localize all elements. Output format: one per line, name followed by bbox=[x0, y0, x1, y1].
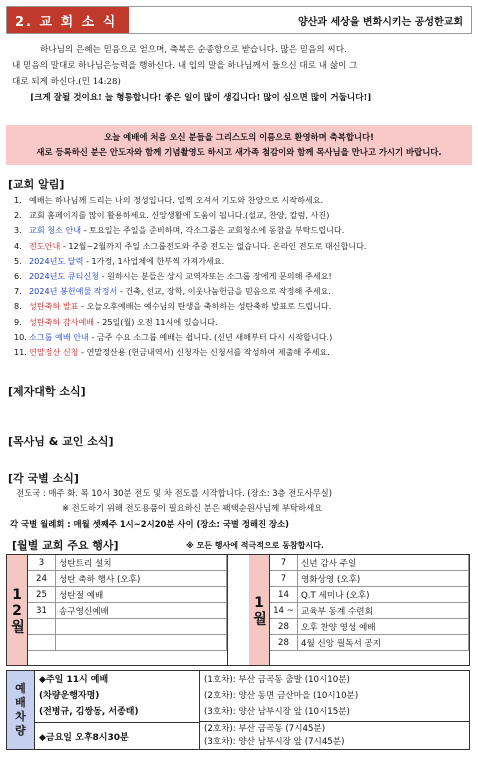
bus-number: (1호차) bbox=[204, 675, 233, 685]
groups-line: 각 국별 월례회 : 매월 셋째주 1시~2시20분 사이 (장소: 국별 정해진 장소) bbox=[10, 519, 290, 529]
verse-line: 대로 되게 하신다.(민 14:28) bbox=[12, 77, 121, 87]
schedule-event bbox=[56, 619, 227, 635]
notice-detail: - 원하시는 분들은 상시 교역자또는 소그룹 장에게 문의해 주세요! bbox=[99, 271, 332, 282]
section-badge: 2. 교 회 소 식 bbox=[7, 7, 129, 33]
bus-label-char: 예 bbox=[15, 682, 26, 695]
welcome-line: 새로 등록하신 분은 안도자와 함께 기념촬영도 하시고 새가족 첨감이와 함께 목사님을 만나고 가시기 바랍니다. bbox=[36, 147, 442, 157]
schedule-date: 14 bbox=[270, 587, 298, 603]
notice-item bbox=[14, 223, 470, 238]
notice-text bbox=[29, 315, 218, 330]
notice-highlight: 전도안내 bbox=[29, 240, 61, 251]
section-header bbox=[6, 6, 472, 34]
notice-item bbox=[14, 315, 470, 330]
notice-detail: - 25일(월) 오전 11시에 있습니다. bbox=[94, 316, 218, 327]
notice-number: 2. bbox=[14, 210, 22, 221]
schedule-date: 24 bbox=[28, 571, 56, 587]
notice-highlight: 소그룹 예배 안내 bbox=[29, 331, 89, 342]
schedule-grid-january bbox=[269, 555, 469, 665]
schedule-date: 14 ~ bbox=[270, 603, 298, 619]
schedule-date: 25 bbox=[28, 587, 56, 603]
schedule-event bbox=[56, 635, 227, 651]
notices-title: [교회 알림] bbox=[8, 178, 65, 191]
notice-item bbox=[14, 193, 470, 208]
bus-label-char: 량 bbox=[15, 724, 26, 737]
sunday-routes bbox=[200, 671, 469, 722]
notice-highlight: 2024년도 달력 bbox=[29, 255, 84, 266]
schedule-date: 7 bbox=[270, 571, 298, 587]
bus-route: : 부산 금곡동 (7시45분) bbox=[232, 724, 326, 734]
notice-detail: 예배는 하나님께 드리는 나의 정성입니다. 일찍 오셔서 기도와 찬양으로 시작하세요. bbox=[29, 195, 324, 205]
schedule-date bbox=[28, 619, 56, 635]
notice-text bbox=[29, 254, 224, 269]
schedule-event: 4월 신앙 필독서 공지 bbox=[298, 635, 469, 651]
notice-number: 11. bbox=[14, 347, 27, 358]
bus-services bbox=[35, 671, 200, 749]
schedule-event: 성탄 축하 행사 (오후) bbox=[56, 571, 227, 587]
notice-item bbox=[14, 239, 470, 254]
schedule-title: [월별 교회 주요 행사] bbox=[12, 539, 119, 552]
bus-routes bbox=[200, 671, 469, 749]
notice-number: 3. bbox=[14, 225, 22, 236]
notice-text bbox=[29, 239, 367, 254]
verse-block bbox=[12, 42, 466, 106]
notice-text bbox=[29, 345, 330, 360]
bus-route-row bbox=[204, 704, 465, 720]
bus-route: : 양산 남부시장 앞 (7시45분) bbox=[232, 737, 345, 747]
notice-item bbox=[14, 330, 470, 345]
verse-declaration: [크게 잘될 것이요! 늘 형통합니다! 좋은 일이 많이 생깁니다! 많이 심으면 많이 거둡니다!] bbox=[30, 93, 372, 103]
notice-text bbox=[29, 208, 329, 223]
verse-line: 내 믿음의 말대로 하나님은능력을 행하신다. 내 입의 말을 하나님께서 들으신 대로 내 삶이 그 bbox=[12, 61, 358, 71]
notice-text bbox=[29, 193, 323, 208]
notice-number: 6. bbox=[14, 271, 22, 282]
notice-text bbox=[29, 299, 331, 314]
notice-highlight: 2024년 봉헌예물 작정서 bbox=[29, 286, 118, 297]
bus-table bbox=[6, 670, 470, 750]
bus-number: (3호차) bbox=[204, 707, 233, 717]
notice-number: 4. bbox=[14, 240, 22, 251]
schedule-grid-december bbox=[27, 555, 227, 665]
welcome-banner bbox=[6, 125, 472, 165]
schedule-table bbox=[6, 554, 470, 666]
bus-route: : 양산 동면 금산마을 (10시10분) bbox=[232, 691, 359, 701]
bus-route-row bbox=[204, 688, 465, 704]
schedule-event: Q.T 세미나 (오후) bbox=[298, 587, 469, 603]
schedule-event: 영화상영 (오후) bbox=[298, 571, 469, 587]
schedule-event: 성탄절 예배 bbox=[56, 587, 227, 603]
sunday-drivers: (전병규, 김쌍동, 서종태) bbox=[39, 707, 139, 717]
bus-route: : 부산 금곡동 출발 (10시10분) bbox=[232, 675, 350, 685]
groups-line: 전도국 : 매주 화. 목 10시 30분 전도 및 차 전도를 시작합니다. (장소: 3층 전도사무실) bbox=[16, 488, 333, 498]
notice-detail: 교회 홈페이지를 많이 활용하세요. 신앙생활에 도움이 됩니다.(설교, 찬양, 칼럼, 사진) bbox=[29, 210, 330, 221]
schedule-event: 교육부 동계 수련회 bbox=[298, 603, 469, 619]
notice-number: 5. bbox=[14, 255, 22, 266]
bus-label-char: 배 bbox=[15, 696, 26, 709]
notice-detail: - 금주 수요 소그룹 예배는 쉽니다. (신년 새해부터 다시 시작합니다.) bbox=[88, 331, 333, 342]
notice-highlight: 교회 청소 안내 bbox=[29, 225, 82, 236]
church-slogan: 양산과 세상을 변화시키는 공성한교회 bbox=[297, 16, 463, 28]
groups-line: ※ 전도하기 위해 전도용품이 필요하신 분은 팩택순원사님께 부탁하세요 bbox=[62, 503, 323, 513]
notice-item bbox=[14, 254, 470, 269]
schedule-date bbox=[28, 635, 56, 651]
bus-number: (2호차) bbox=[204, 724, 233, 734]
schedule-event: 오후 찬양 영성 예배 bbox=[298, 619, 469, 635]
schedule-note: ※ 모든 행사에 적극적으로 동참합시다. bbox=[186, 541, 324, 550]
schedule-date: 7 bbox=[270, 555, 298, 571]
friday-routes bbox=[200, 722, 469, 750]
notice-number: 7. bbox=[14, 286, 22, 297]
notice-number: 1. bbox=[14, 195, 22, 205]
notice-highlight: 성탄축하 감사예배 bbox=[29, 316, 95, 327]
bus-route: : 양산 남부시장 앞 (10시15분) bbox=[232, 707, 350, 717]
schedule-date: 3 bbox=[28, 555, 56, 571]
schedule-event: 송구영신예배 bbox=[56, 603, 227, 619]
notice-detail: - 오늘오후예배는 예수님의 탄생을 축하하는 성탄축하 발표로 드립니다. bbox=[78, 301, 332, 312]
schedule-date: 31 bbox=[28, 603, 56, 619]
disciple-title: [제자대학 소식] bbox=[8, 385, 86, 398]
notice-highlight: 연말정산 신청 bbox=[29, 347, 79, 358]
groups-title: [각 국별 소식] bbox=[8, 472, 79, 485]
notice-detail: - 토요일는 주일을 준비하며, 각소그룹은 교회청소에 동참을 부탁드립니다. bbox=[81, 225, 345, 236]
bus-label-char: 차 bbox=[15, 710, 26, 723]
notice-detail: - 1가정, 1사업체에 한부씩 가져가세요. bbox=[83, 255, 225, 266]
notice-detail: - 12월~2월까지 주일 소그룹전도와 주중 전도는 없습니다. 온라인 전도로 대신합니다. bbox=[60, 240, 367, 251]
notice-detail: - 건축, 선교, 장학, 이웃나눔헌금을 믿음으로 작정해 주세요. bbox=[117, 286, 331, 297]
notice-text bbox=[29, 284, 331, 299]
schedule-date: 28 bbox=[270, 635, 298, 651]
notice-text bbox=[29, 269, 332, 284]
sunday-drivers-label: (차량운행자명) bbox=[39, 691, 100, 701]
bus-number: (3호차) bbox=[204, 737, 233, 747]
month-label: 1월 bbox=[249, 555, 269, 665]
notice-detail: - 연말정산용 (헌금내역서) 신청자는 신청서를 작성하여 제출해 주세요. bbox=[78, 347, 330, 358]
notice-item bbox=[14, 269, 470, 284]
schedule-date: 28 bbox=[270, 619, 298, 635]
notice-item bbox=[14, 299, 470, 314]
sunday-service bbox=[35, 671, 199, 723]
sunday-service-time: ◆주일 11시 예배 bbox=[39, 675, 109, 685]
bus-route-row bbox=[204, 723, 465, 736]
notice-text bbox=[29, 223, 344, 238]
pastor-title: [목사님 & 교인 소식] bbox=[8, 435, 114, 448]
bus-number: (2호차) bbox=[204, 691, 233, 701]
schedule-event: 성탄트리 설치 bbox=[56, 555, 227, 571]
notice-item bbox=[14, 284, 470, 299]
welcome-line: 오늘 예배에 처음 오신 분들을 그리스도의 이름으로 환영하며 축복합니다! bbox=[104, 132, 374, 142]
month-label: 12월 bbox=[7, 555, 27, 665]
bus-label bbox=[7, 671, 35, 749]
notice-item bbox=[14, 345, 470, 360]
bus-route-row bbox=[204, 672, 465, 688]
notice-highlight: 성탄축하 발표 bbox=[29, 301, 79, 312]
notice-number: 8. bbox=[14, 301, 22, 312]
schedule-event: 신년 감사 주일 bbox=[298, 555, 469, 571]
notice-number: 9. bbox=[14, 316, 22, 327]
friday-service: ◆금요일 오후8시30분 bbox=[39, 732, 129, 743]
verse-line: 하나님의 은혜는 믿음으로 얻으며, 축복은 순종함으로 받습니다. 많은 믿음의 씨다. bbox=[40, 45, 347, 55]
notice-text bbox=[29, 330, 332, 345]
notice-number: 10. bbox=[14, 331, 27, 342]
schedule-divider bbox=[227, 555, 249, 665]
bus-route-row bbox=[204, 736, 465, 749]
notice-highlight: 2024년도 큐티신청 bbox=[29, 271, 100, 282]
notice-item bbox=[14, 208, 470, 223]
notices-list bbox=[14, 193, 470, 360]
